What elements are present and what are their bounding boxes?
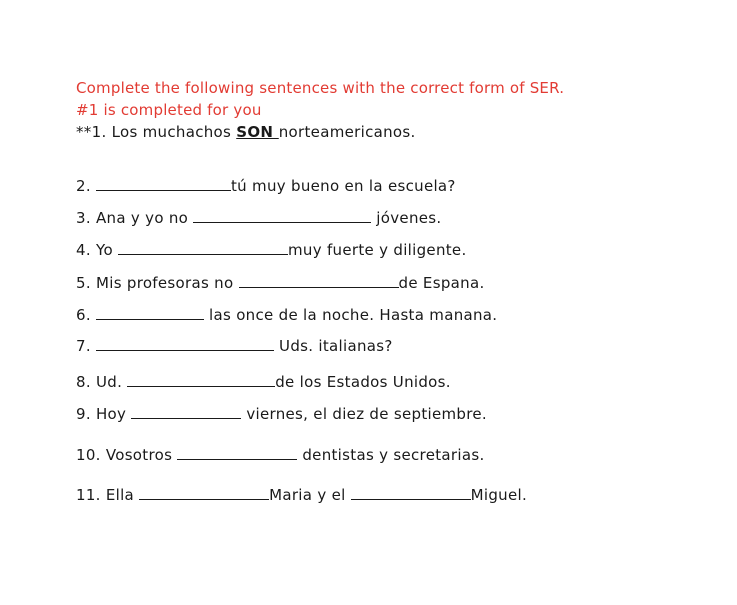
sentence-middle: Maria y el (269, 486, 351, 504)
sentence-prefix: 10. Vosotros (76, 446, 178, 464)
answer-blank[interactable] (127, 373, 275, 387)
sentence-8 (76, 373, 451, 391)
sentence-2 (76, 177, 456, 195)
example-prefix: **1. Los muchachos (76, 123, 237, 141)
example-suffix: norteamericanos. (278, 123, 416, 141)
sentence-suffix: viernes, el diez de septiembre. (241, 405, 487, 423)
answer-blank[interactable] (118, 241, 288, 255)
sentence-suffix: jóvenes. (371, 209, 442, 227)
instructions-line-2: #1 is completed for you (76, 101, 262, 119)
example-answer: SON (236, 123, 279, 141)
sentence-suffix: muy fuerte y diligente. (288, 241, 467, 259)
sentence-prefix: 3. Ana y yo no (76, 209, 194, 227)
answer-blank[interactable] (193, 209, 371, 223)
sentence-prefix: 4. Yo (76, 241, 118, 259)
sentence-prefix: 7. (76, 337, 96, 355)
sentence-suffix: de los Estados Unidos. (275, 373, 451, 391)
sentence-prefix: 8. Ud. (76, 373, 128, 391)
sentence-7 (76, 337, 393, 355)
sentence-prefix: 6. (76, 306, 96, 324)
answer-blank[interactable] (177, 446, 297, 460)
sentence-suffix: tú muy bueno en la escuela? (230, 177, 456, 195)
sentence-prefix: 2. (76, 177, 96, 195)
sentence-suffix: Miguel. (470, 486, 528, 504)
sentence-3 (76, 209, 441, 227)
instructions-line-1: Complete the following sentences with the correct form of SER. (76, 79, 565, 97)
answer-blank[interactable] (239, 274, 399, 288)
answer-blank[interactable] (139, 486, 269, 500)
sentence-10 (76, 446, 485, 464)
sentence-prefix: 5. Mis profesoras no (76, 274, 239, 292)
answer-blank[interactable] (96, 306, 204, 320)
sentence-suffix: de Espana. (398, 274, 485, 292)
sentence-suffix: dentistas y secretarias. (297, 446, 485, 464)
sentence-6 (76, 306, 497, 324)
sentence-suffix: las once de la noche. Hasta manana. (203, 306, 498, 324)
answer-blank[interactable] (131, 405, 241, 419)
sentence-9 (76, 405, 487, 423)
sentence-suffix: Uds. italianas? (273, 337, 393, 355)
answer-blank[interactable] (96, 337, 274, 351)
answer-blank[interactable] (351, 486, 471, 500)
answer-blank[interactable] (96, 177, 231, 191)
sentence-4 (76, 241, 467, 259)
sentence-5 (76, 274, 485, 292)
sentence-prefix: 11. Ella (76, 486, 140, 504)
sentence-prefix: 9. Hoy (76, 405, 132, 423)
sentence-11 (76, 486, 527, 504)
example-sentence (76, 123, 416, 141)
